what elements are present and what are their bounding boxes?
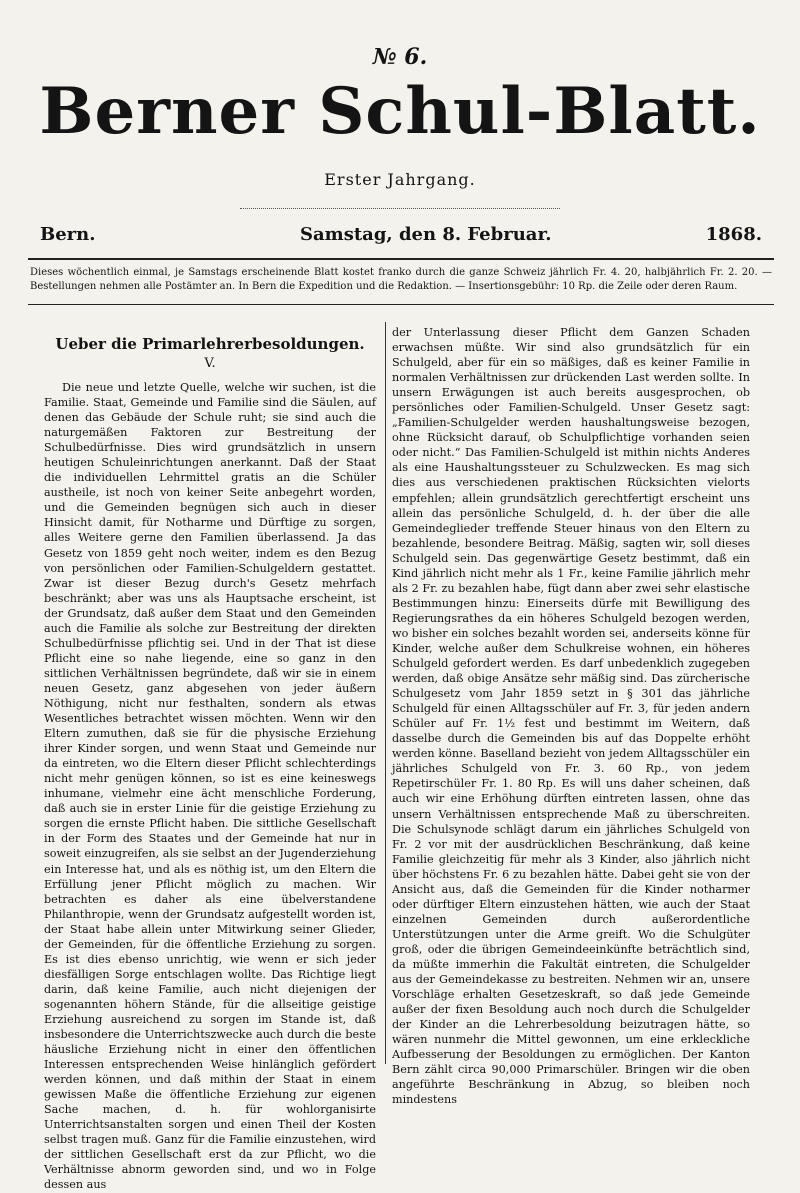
article-column-left xyxy=(44,322,376,1193)
article-body-right: der Unterlassung dieser Pflicht dem Ganzen Schaden erwachsen müßte. Wir sind also grundsätzlich für ein Schulgeld, aber für ein so mäßiges, daß es keiner Familie in normalen Verhältnissen zur drückenden Last werden sollte. In unsern Erwägungen ist auch bereits ausgesprochen, ob persönliches oder Familien-Schulgeld. Unser Gesetz sagt: „Familien-Schulgelder werden haushaltungsweise bezogen, ohne Rücksicht darauf, ob Schulpflichtige vorhanden seien oder nicht.“ Das Familien-Schulgeld ist mithin nichts Anderes als eine Haushaltungssteuer zu Schulzwecken. Es mag sich dies aus verschiedenen praktischen Rücksichten vielorts empfehlen; allein grundsätzlich gerechtfertigt erscheint uns allein das persönliche Schulgeld, d. h. der über die alle Gemeindeglieder treffende Steuer hinaus von den Eltern zu bezahlende, besondere Beitrag. Mäßig, sagten wir, soll dieses Schulgeld sein. Das gegenwärtige Gesetz bestimmt, daß ein Kind jährlich nicht mehr als 1 Fr., keine Familie jährlich mehr als 2 Fr. zu bezahlen habe, fügt dann aber zwei sehr elastische Bestimmungen hinzu: Einerseits dürfe mit Bewilligung des Regierungsrathes da ein höheres Schulgeld bezogen werden, wo bisher ein solches bezahlt worden sei, anderseits könne für Kinder, welche außer dem Schulkreise wohnen, ein höheres Schulgeld gefordert werden. Es darf unbedenklich zugegeben werden, daß obige Ansätze sehr mäßig sind. Das zürcherische Schulgesetz vom Jahr 1859 setzt in § 301 das jährliche Schulgeld für einen Alltagsschüler auf Fr. 3, für jeden andern Schüler auf Fr. 1½ fest und bestimmt im Weitern, daß dasselbe durch die Gemeinden bis auf das Doppelte erhöht werden könne. Baselland bezieht von jedem Alltagsschüler ein jährliches Schulgeld von Fr. 3. 60 Rp., von jedem Repetirschüler Fr. 1. 80 Rp. Es will uns daher scheinen, daß auch wir eine Erhöhung dürften eintreten lassen, ohne das unsern Verhältnissen entsprechende Maß zu überschreiten. Die Schulsynode schlägt darum ein jährliches Schulgeld von Fr. 2 vor mit der ausdrücklichen Beschränkung, daß keine Familie gleichzeitig für mehr als 3 Kinder, also jährlich nicht über höchstens Fr. 6 zu bezahlen hätte. Dabei geht sie von der Ansicht aus, daß die Gemeinden für die Kinder notharmer oder dürftiger Eltern einzustehen hätten, wie auch der Staat einzelnen Gemeinden durch außerordentliche Unterstützungen unter die Arme greift. Wo die Schulgüter groß, oder die übrigen Gemeindeeinkünfte beträchtlich sind, da müßte immerhin die Fakultät eintreten, die Schulgelder aus der Gemeindekasse zu bestreiten. Nehmen wir an, unsere Vorschläge erhalten Gesetzeskraft, so daß jede Gemeinde außer der fixen Besoldung auch noch durch die Schulgelder der Kinder an die Lehrerbesoldung beizutragen hätte, so wären nunmehr die Mittel gewonnen, um eine erkleckliche Aufbesserung der Besoldungen zu ermöglichen. Der Kanton Bern zählt circa 90,000 Primarschüler. Bringen wir die oben angeführte Beschränkung in Abzug, so bleiben noch mindestens xyxy=(392,326,750,1107)
article-title: Ueber die Primarlehrerbesoldungen. xyxy=(55,335,365,353)
dateline-year: 1868. xyxy=(705,224,762,245)
dateline xyxy=(40,224,762,250)
dateline-date: Samstag, den 8. Februar. xyxy=(300,224,552,245)
article-part-number: V. xyxy=(204,356,216,371)
article-body-left: Die neue und letzte Quelle, welche wir suchen, ist die Familie. Staat, Gemeinde und Familie sind die Säulen, auf denen das Gebäude der Schule ruht; sie sind auch die naturgemäßen Faktoren zur Bestreitung der Schulbedürfnisse. Dies wird grundsätzlich in unsern heutigen Schuleinrichtungen anerkannt. Daß der Staat die individuellen Lehrmittel gratis an die Schüler austheile, ist noch von keiner Seite anbegehrt worden, und die Gemeinden begnügen sich auch in dieser Hinsicht damit, für Notharme und Dürftige zu sorgen, alles Weitere gerne den Familien überlassend. Ja das Gesetz von 1859 geht noch weiter, indem es den Bezug von persönlichen oder Familien-Schulgeldern gestattet. Zwar ist dieser Bezug durch's Gesetz mehrfach beschränkt; aber was uns als Hauptsache erscheint, ist der Grundsatz, daß außer dem Staat und den Gemeinden auch die Familie als solche zur Bestreitung der direkten Schulbedürfnisse pflichtig sei. Und in der That ist diese Pflicht eine so nahe liegende, eine so ganz in den sittlichen Verhältnissen begründete, daß wir sie in einem neuen Gesetz, ganz abgesehen von jeder äußern Nöthigung, nicht nur festhalten, sondern als etwas Wesentliches betrachtet wissen möchten. Wenn wir den Eltern zumuthen, daß sie für die physische Erziehung ihrer Kinder sorgen, und wenn Staat und Gemeinde nur da eintreten, wo die Eltern dieser Pflicht schlechterdings nicht mehr genügen können, so ist es eine keineswegs inhumane, vielmehr eine ächt menschliche Forderung, daß auch sie in erster Linie für die geistige Erziehung zu sorgen die ernste Pflicht haben. Die sittliche Gesellschaft in der Form des Staates und der Gemeinde hat nur in soweit einzugreifen, als sie selbst an der Jugenderziehung ein Interesse hat, und als es nöthig ist, um den Eltern die Erfüllung jener Pflicht möglich zu machen. Wir betrachten es daher als eine übelverstandene Philanthropie, wenn der Grundsatz aufgestellt worden ist, der Staat habe allein unter Mitwirkung seiner Glieder, der Gemeinden, für die öffentliche Erziehung zu sorgen. Es ist dies ebenso unrichtig, wie wenn er sich jeder diesfälligen Sorge entschlagen wollte. Das Richtige liegt darin, daß keine Familie, auch nicht diejenigen der sogenannten höhern Stände, für die allseitige geistige Erziehung ausreichend zu sorgen im Stande ist, daß insbesondere die Unterrichtszwecke auch durch die beste häusliche Erziehung nicht in einer den öffentlichen Interessen entsprechenden Weise hinlänglich gefördert werden können, und daß mithin der Staat in einem gewissen Maße die öffentliche Erziehung zur eigenen Sache machen, d. h. für wohlorganisirte Unterrichtsanstalten sorgen und einen Theil der Kosten selbst tragen muß. Ganz für die Familie einzustehen, wird der sittlichen Gesellschaft erst da zur Pflicht, wo die Verhältnisse abnorm geworden sind, und wo in Folge dessen aus xyxy=(44,381,376,1192)
issue-number: № 6. xyxy=(372,44,428,70)
dateline-city: Bern. xyxy=(40,224,96,245)
header-rule-bottom xyxy=(28,304,774,305)
masthead-title: Berner Schul-Blatt. xyxy=(39,74,761,149)
header-rule-top xyxy=(28,258,774,260)
ornamental-rule xyxy=(240,208,560,209)
volume-label: Erster Jahrgang. xyxy=(324,170,476,189)
subscription-notice: Dieses wöchentlich einmal, je Samstags erscheinende Blatt kostet franko durch die ganze Schweiz jährlich Fr. 4. 20, halbjährlich Fr. 2. 20. — Bestellungen nehmen alle Postämter an. In Bern die Expedition und die Redaktion. — Insertionsgebühr: 10 Rp. die Zeile oder deren Raum. xyxy=(30,267,772,292)
article-column-right xyxy=(392,325,750,1107)
column-divider xyxy=(385,322,386,1064)
